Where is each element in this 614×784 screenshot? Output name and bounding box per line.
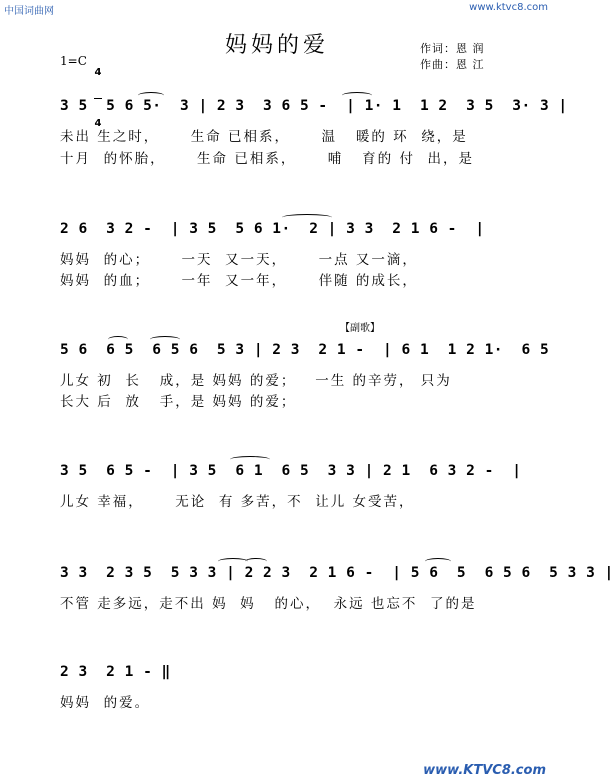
slur-mark (230, 456, 270, 463)
slur-mark (342, 92, 372, 99)
lyric-verse-2: 妈妈 的血； 一年 又一年， 伴随 的成长， (60, 273, 418, 289)
site-name: 中国词曲网 (4, 6, 54, 17)
slur-mark (218, 558, 248, 565)
lyric-verse-2: 长大 后 放 手，是 妈妈 的爱； (60, 394, 297, 410)
song-title: 妈妈的爱 (224, 33, 329, 58)
notation-line: 2 3 2 1 - ‖ (60, 664, 171, 680)
slur-mark (150, 336, 180, 343)
lyric-verse-2: 十月 的怀胎， 生命 已相系， 哺 育的 付 出，是 (60, 151, 475, 167)
notation-line: 5 6 6 5 6 5 6 5 3 | 2 3 2 1 - | 6 1 1 2 1· 6 5 (60, 342, 550, 358)
notation-line: 2 6 3 2 - | 3 5 5 6 1· 2 | 3 3 2 1 6 - | (60, 221, 485, 237)
slur-mark (138, 92, 164, 99)
lyric-verse-1: 妈妈 的心； 一天 又一天， 一点 又一滴， (60, 252, 418, 268)
lyric-verse-1: 儿女 初 长 成，是 妈妈 的爱； 一生 的辛劳， 只为 (60, 373, 452, 389)
lyric-verse-1: 儿女 幸福， 无论 有 多苦，不 让儿 女受苦， (60, 494, 415, 510)
lyric-verse-1: 不管 走多远，走不出 妈 妈 的心， 永远 也忘不 了的是 (60, 596, 477, 612)
slur-mark (282, 214, 332, 221)
site-url: www.ktvc8.com (469, 2, 548, 13)
notation-line: 3 5 5 6 5· 3 | 2 3 3 6 5 - | 1· 1 1 2 3 5 3· 3 | (60, 98, 568, 114)
lyricist-credit: 作词：恩 润 (420, 42, 485, 55)
notation-line: 3 5 6 5 - | 3 5 6 1 6 5 3 3 | 2 1 6 3 2 - | (60, 463, 522, 479)
slur-mark (245, 558, 267, 565)
section-label: 【副歌】 (340, 323, 380, 334)
key-signature: 1=C (60, 54, 87, 68)
time-signature-top: 4 (94, 67, 102, 78)
lyric-verse-1: 妈妈 的爱。 (60, 695, 151, 711)
slur-mark (108, 336, 128, 343)
lyric-verse-1: 未出 生之时， 生命 已相系， 温 暖的 环 绕，是 (60, 129, 468, 145)
composer-credit: 作曲：恩 江 (420, 58, 485, 71)
site-footer-logo: www.KTVC8.com (423, 763, 546, 778)
slur-mark (425, 558, 451, 565)
notation-line: 3 3 2 3 5 5 3 3 | 2 2 3 2 1 6 - | 5 6 5 6 5 6 5 3 3 | (60, 565, 614, 581)
time-signature-bottom: 4 (94, 118, 102, 129)
